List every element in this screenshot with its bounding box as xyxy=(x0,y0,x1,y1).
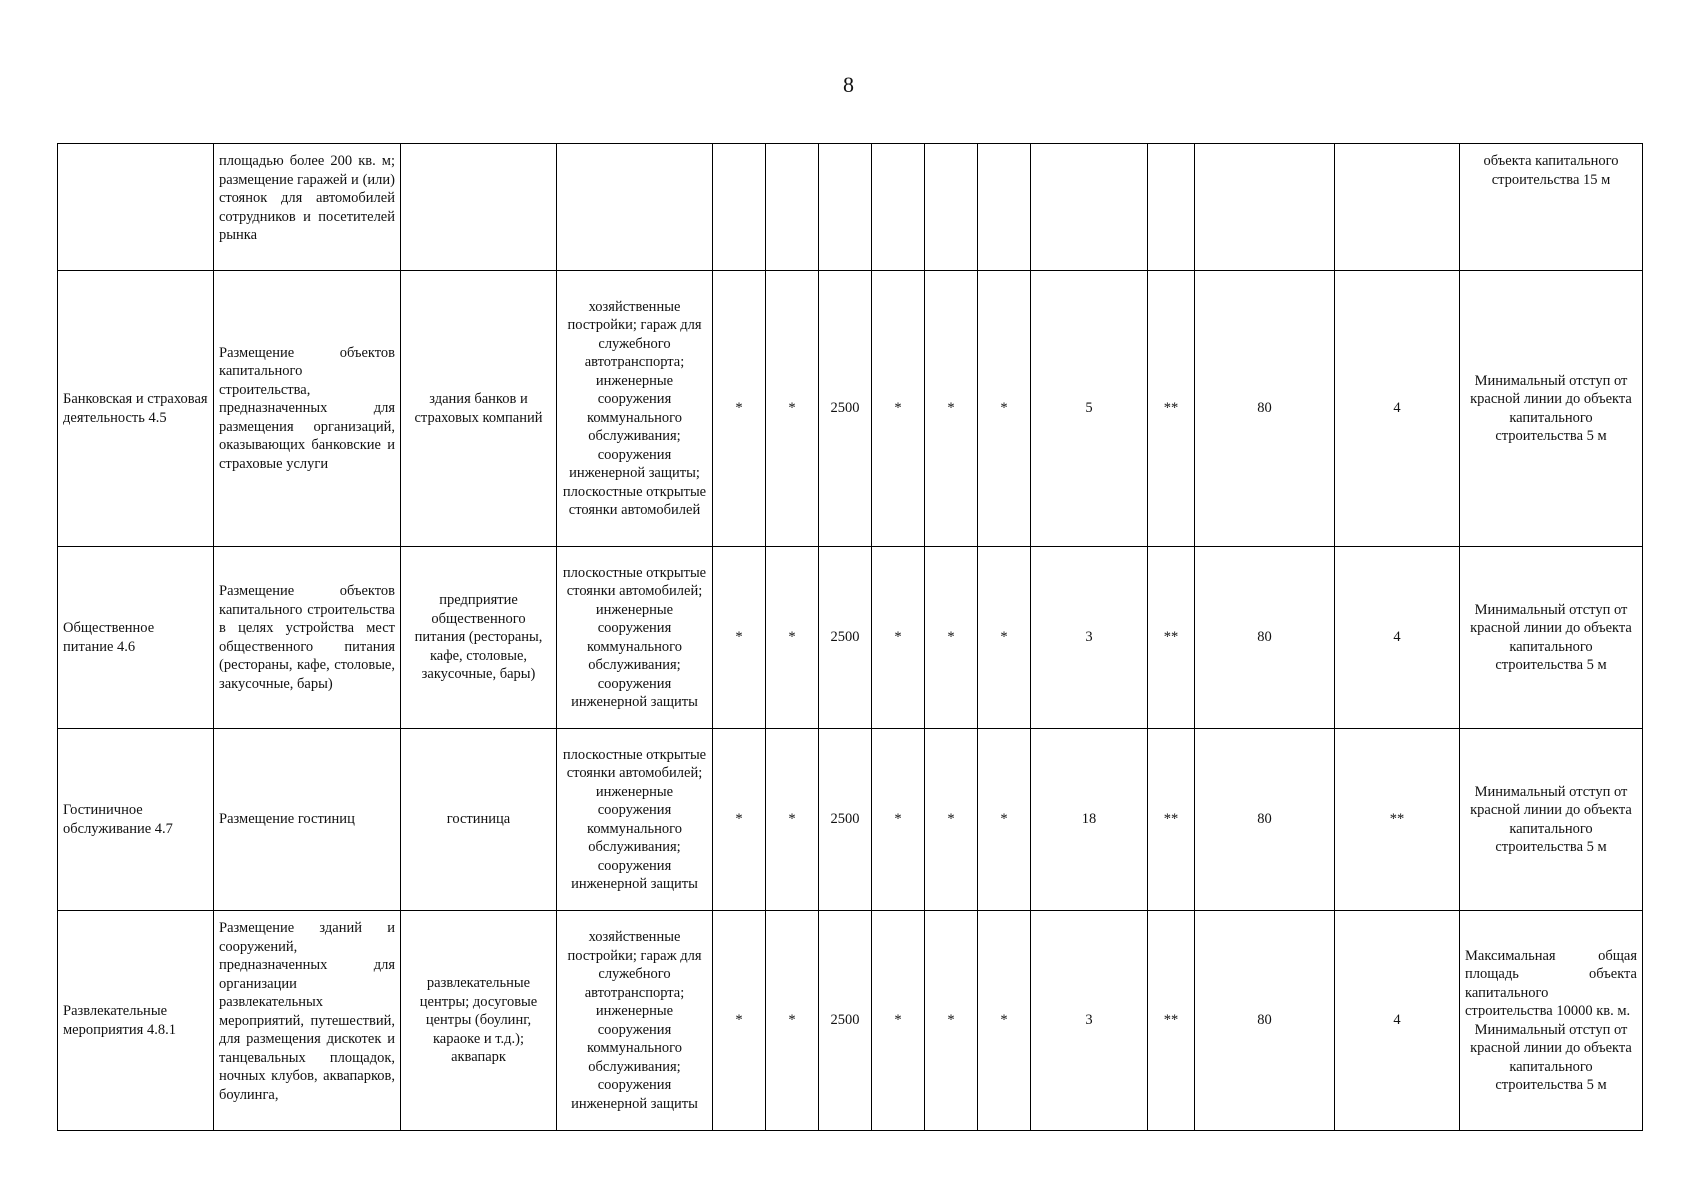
coverage-cell: 80 xyxy=(1195,911,1335,1131)
auxiliary-use-cell: хозяйственные постройки; гараж для служебного автотранспорта; инженерные сооружения коммунального обслуживания; сооружения инженерной защиты xyxy=(557,911,713,1131)
height-cell: ** xyxy=(1148,271,1195,547)
param-cell: * xyxy=(766,271,819,547)
param-cell xyxy=(1335,144,1460,271)
land-use-description-cell: Размещение зданий и сооружений, предназначенных для организации развлекательных мероприятий, путешествий, для размещения дискотек и танцевальных площадок, ночных клубов, аквапарков, боулинга, xyxy=(214,911,401,1131)
coverage-cell: 80 xyxy=(1195,271,1335,547)
param-cell xyxy=(872,144,925,271)
table-row xyxy=(58,729,1643,911)
main-building-cell: гостиница xyxy=(401,729,557,911)
param-cell: * xyxy=(766,729,819,911)
table-row xyxy=(58,547,1643,729)
param-cell: * xyxy=(713,271,766,547)
param-cell: * xyxy=(925,271,978,547)
note-text: Минимальный отступ от красной линии до объекта капитального строительства 5 м xyxy=(1470,372,1632,444)
param-cell: * xyxy=(925,729,978,911)
table-row xyxy=(58,271,1643,547)
land-use-name-cell: Банковская и страховая деятельность 4.5 xyxy=(58,271,214,547)
notes-cell xyxy=(1460,911,1643,1131)
param-cell xyxy=(713,144,766,271)
notes-cell xyxy=(1460,144,1643,271)
param-cell: 4 xyxy=(1335,911,1460,1131)
main-building-cell: развлекательные центры; досуговые центры (боулинг, караоке и т.д.); аквапарк xyxy=(401,911,557,1131)
auxiliary-use-cell: плоскостные открытые стоянки автомобилей; инженерные сооружения коммунального обслуживания; сооружения инженерной защиты xyxy=(557,547,713,729)
param-cell: * xyxy=(925,911,978,1131)
table-row xyxy=(58,911,1643,1131)
regulations-table xyxy=(57,143,1643,1131)
notes-cell xyxy=(1460,547,1643,729)
height-cell xyxy=(1148,144,1195,271)
param-cell: 2500 xyxy=(819,271,872,547)
param-cell: * xyxy=(713,729,766,911)
param-cell: * xyxy=(925,547,978,729)
coverage-cell: 80 xyxy=(1195,729,1335,911)
height-cell: ** xyxy=(1148,729,1195,911)
param-cell xyxy=(978,144,1031,271)
param-cell: * xyxy=(978,547,1031,729)
land-use-name-cell: Развлекательные мероприятия 4.8.1 xyxy=(58,911,214,1131)
coverage-cell: 80 xyxy=(1195,547,1335,729)
param-cell: 2500 xyxy=(819,547,872,729)
notes-cell xyxy=(1460,729,1643,911)
land-use-description-cell: Размещение объектов капитального строительства, предназначенных для размещения организаций, оказывающих банковские и страховые услуги xyxy=(214,271,401,547)
main-building-cell: предприятие общественного питания (рестораны, кафе, столовые, закусочные, бары) xyxy=(401,547,557,729)
floors-cell: 3 xyxy=(1031,547,1148,729)
param-cell: * xyxy=(872,271,925,547)
notes-cell xyxy=(1460,271,1643,547)
land-use-description-cell: Размещение гостиниц xyxy=(214,729,401,911)
param-cell: * xyxy=(713,911,766,1131)
note-text: Минимальный отступ от красной линии до объекта капитального строительства 5 м xyxy=(1470,601,1632,673)
land-use-description-cell: Размещение объектов капитального строительства в целях устройства мест общественного питания (рестораны, кафе, столовые, закусочные, бары) xyxy=(214,547,401,729)
main-building-cell: здания банков и страховых компаний xyxy=(401,271,557,547)
main-building-cell xyxy=(401,144,557,271)
land-use-name-cell xyxy=(58,144,214,271)
table-row xyxy=(58,144,1643,271)
coverage-cell xyxy=(1195,144,1335,271)
auxiliary-use-cell xyxy=(557,144,713,271)
param-cell: * xyxy=(766,547,819,729)
param-cell: * xyxy=(872,729,925,911)
param-cell xyxy=(819,144,872,271)
param-cell xyxy=(766,144,819,271)
param-cell: * xyxy=(713,547,766,729)
land-use-name-cell: Общественное питание 4.6 xyxy=(58,547,214,729)
page-number: 8 xyxy=(843,72,854,97)
note-text: Минимальный отступ от красной линии до объекта капитального строительства 5 м xyxy=(1470,783,1632,855)
param-cell: * xyxy=(766,911,819,1131)
floors-cell xyxy=(1031,144,1148,271)
param-cell: * xyxy=(872,911,925,1131)
param-cell: ** xyxy=(1335,729,1460,911)
floors-cell: 3 xyxy=(1031,911,1148,1131)
param-cell: 4 xyxy=(1335,547,1460,729)
param-cell: * xyxy=(872,547,925,729)
param-cell: * xyxy=(978,271,1031,547)
param-cell: 4 xyxy=(1335,271,1460,547)
note-text: Максимальная общая площадь объекта капитального строительства 10000 кв. м. xyxy=(1465,947,1637,1019)
height-cell: ** xyxy=(1148,547,1195,729)
auxiliary-use-cell: хозяйственные постройки; гараж для служебного автотранспорта; инженерные сооружения коммунального обслуживания; сооружения инженерной защиты; плоскостные открытые стоянки автомобилей xyxy=(557,271,713,547)
param-cell: 2500 xyxy=(819,729,872,911)
param-cell xyxy=(925,144,978,271)
param-cell: * xyxy=(978,911,1031,1131)
param-cell: * xyxy=(978,729,1031,911)
floors-cell: 5 xyxy=(1031,271,1148,547)
auxiliary-use-cell: плоскостные открытые стоянки автомобилей; инженерные сооружения коммунального обслуживания; сооружения инженерной защиты xyxy=(557,729,713,911)
height-cell: ** xyxy=(1148,911,1195,1131)
floors-cell: 18 xyxy=(1031,729,1148,911)
note-text: объекта капитального строительства 15 м xyxy=(1483,153,1619,188)
land-use-name-cell: Гостиничное обслуживание 4.7 xyxy=(58,729,214,911)
param-cell: 2500 xyxy=(819,911,872,1131)
note-text: Минимальный отступ от красной линии до объекта капитального строительства 5 м xyxy=(1470,1021,1632,1093)
land-use-description-cell: площадью более 200 кв. м; размещение гаражей и (или) стоянок для автомобилей сотрудников и посетителей рынка xyxy=(214,144,401,271)
